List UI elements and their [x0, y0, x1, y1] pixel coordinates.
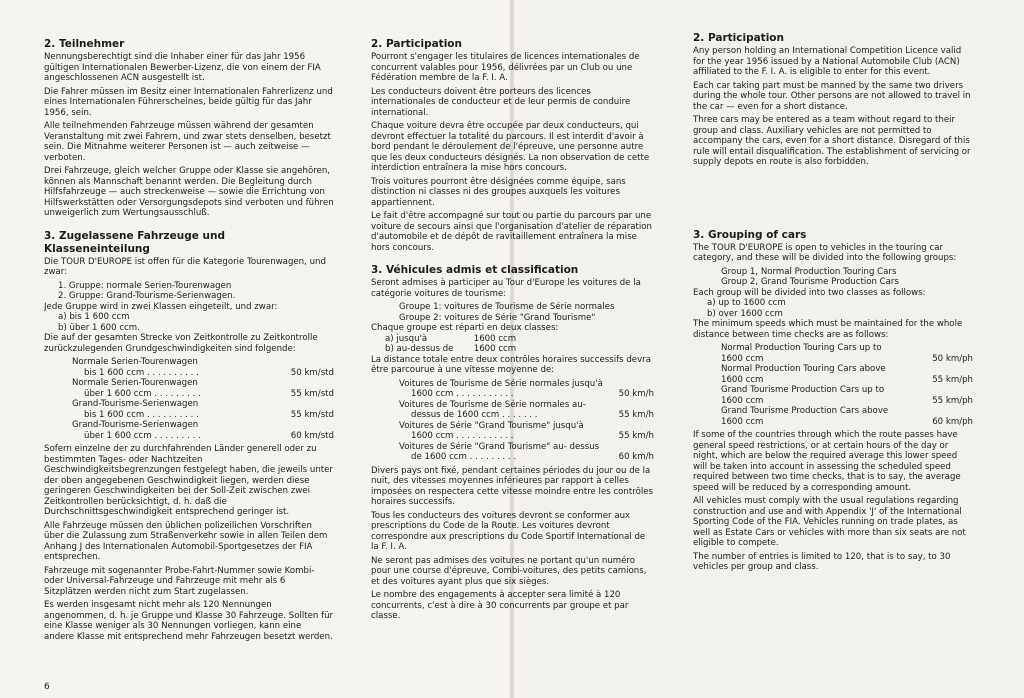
- fr-s2-paragraph-3: Chaque voiture devra être occupée par deux conducteurs, qui devront effectuer la totalité du parcours. Il est interdit d'avoir à bord pendant le déroulement de l'épreuve, une personne autre que les deux conducteurs désignés. La non observation de cette interdiction entraînera la mise hors concours.: [371, 121, 650, 173]
- fr-speed-label-3: Voitures de Série "Grand Tourisme" jusqu'à: [399, 420, 584, 431]
- fr-s3-paragraph-5: Tous les conducteurs des voitures devront se conformer aux prescriptions du Code de la Route. Les voitures devront correspondre aux prescriptions du Code Sportif International de la F. I. A.: [371, 510, 646, 552]
- fr-speed-row-3: [371, 431, 654, 442]
- en-speed-label-3: Grand Tourisme Production Cars up to: [721, 385, 885, 395]
- fr-speed-value-3: 55 km/h: [618, 431, 654, 441]
- en-speed-label-4: Grand Tourisme Production Cars above: [721, 406, 889, 416]
- en-speed-value-4: 60 km/ph: [932, 416, 973, 427]
- en-speed-row-1: [693, 354, 973, 365]
- de-speed-sub-1: bis 1 600 ccm . . . . . . . . . .: [84, 367, 199, 378]
- de-speed-value-1: 50 km/std: [290, 367, 334, 378]
- en-section-2-heading: 2. Participation: [693, 32, 784, 44]
- en-speed-value-1: 50 km/ph: [932, 353, 973, 364]
- de-speed-sub-3: bis 1 600 ccm . . . . . . . . . .: [84, 409, 199, 420]
- fr-speed-label-2: Voitures de Tourisme de Série normales au-: [399, 399, 586, 410]
- fr-s3-paragraph-6: Ne seront pas admises des voitures ne portant qu'un numéro pour une course d'épreuve, Combi-voitures, des petits camions, et des voitures ayant plus que six sièges.: [371, 555, 647, 587]
- en-s2-paragraph-3: Three cars may be entered as a team without regard to their group and class. Auxiliary vehicles are not permitted to accompany the cars, even for a short distance. Disregard of this rule will entail disqualification. The establishment of servicing or supply depots en route is also forbidden.: [693, 115, 971, 167]
- fr-section-3-heading: 3. Véhicules admis et classification: [371, 264, 579, 276]
- en-speed-sub-1: 1600 ccm: [721, 353, 764, 364]
- fr-s2-paragraph-2: Les conducteurs doivent être porteurs des licences internationales de conducteur et de leur permis de conduire international.: [371, 86, 631, 118]
- en-s3-paragraph-3: The minimum speeds which must be maintained for the whole distance between time checks are as follows:: [693, 319, 963, 340]
- fr-speed-value-1: 50 km/h: [618, 389, 654, 399]
- de-s3-paragraph-2: Jede Gruppe wird in zwei Klassen eingeteilt, und zwar:: [44, 301, 278, 312]
- fr-speed-sub-1: 1600 ccm . . . . . . . . . . .: [411, 389, 514, 399]
- en-class-a: a) up to 1600 ccm: [707, 298, 786, 308]
- en-s2-paragraph-1: Any person holding an International Competition Licence valid for the year 1956 issued by a National Automobile Club (ACN) affiliated to the F. I. A. is eligible to enter for this event.: [693, 46, 962, 77]
- de-speed-value-3: 55 km/std: [290, 409, 334, 420]
- fr-class-b: [371, 344, 654, 355]
- de-section-2-heading: 2. Teilnehmer: [44, 38, 125, 50]
- en-speed-sub-2: 1600 ccm: [721, 374, 764, 385]
- de-class-b: b) über 1 600 ccm.: [58, 322, 140, 333]
- english-column: [693, 32, 973, 682]
- fr-s3-paragraph-4: Divers pays ont fixé, pendant certaines périodes du jour ou de la nuit, des vitesses moyennes inférieures par rapport à celles imposées on respectera cette vitesse moindre entre les contrôles horaires successifs.: [371, 465, 653, 507]
- de-s2-paragraph-4: Drei Fahrzeuge, gleich welcher Gruppe oder Klasse sie angehören, können als Mannschaft benannt werden. Die Begleitung durch Hilfsfahrzeuge — auch streckenweise — sowie die Errichtung von Hilfswerkstätten oder Versorgungsdepots sind verboten und führen unweigerlich zum Wertungsausschluß.: [44, 166, 334, 218]
- en-class-b: b) over 1600 ccm: [707, 308, 783, 319]
- en-speed-row-4: [693, 417, 973, 428]
- fr-s2-paragraph-5: Le fait d'être accompagné sur tout ou partie du parcours par une voiture de secours ainsi que l'organisation d'atelier de réparation d'automobile et de dépôt de ravitaillement entraînera la mise hors concours.: [371, 211, 652, 253]
- en-group-1: Group 1, Normal Production Touring Cars: [721, 266, 897, 277]
- en-speed-sub-3: 1600 ccm: [721, 395, 764, 406]
- fr-speed-row-1: [371, 389, 654, 400]
- en-speed-value-2: 55 km/ph: [932, 374, 973, 385]
- fr-speed-value-4: 60 km/h: [618, 452, 654, 462]
- fr-speed-sub-3: 1600 ccm . . . . . . . . . . .: [411, 431, 514, 441]
- fr-speed-row-4: [371, 452, 654, 463]
- de-speed-label-1: Normale Serien-Tourenwagen: [72, 357, 198, 367]
- en-speed-label-1: Normal Production Touring Cars up to: [721, 343, 882, 353]
- de-speed-sub-4: über 1 600 ccm . . . . . . . . .: [84, 430, 201, 441]
- de-s3-paragraph-6: Fahrzeuge mit sogenannter Probe-Fahrt-Nummer sowie Kombi- oder Universal-Fahrzeuge und Fahrzeuge mit mehr als 6 Sitzplätzen werden nicht zum Start zugelassen.: [44, 565, 315, 597]
- fr-class-a: [371, 334, 654, 345]
- en-s3-paragraph-1: The TOUR D'EUROPE is open to vehicles in the touring car category, and these will be divided into the following groups:: [693, 242, 957, 263]
- fr-group-2: Groupe 2: voitures de Série "Grand Tourisme": [399, 312, 596, 323]
- de-speed-value-2: 55 km/std: [290, 388, 334, 399]
- en-speed-value-3: 55 km/ph: [932, 395, 973, 406]
- fr-speed-sub-2: dessus de 1600 ccm . . . . . . .: [411, 410, 538, 420]
- fr-class-b-label: b) au-dessus de: [385, 344, 454, 354]
- fr-speed-row-2: [371, 410, 654, 421]
- en-speed-sub-4: 1600 ccm: [721, 416, 764, 427]
- fr-s2-paragraph-4: Trois voitures pourront être désignées comme équipe, sans distinction ni classes ni des groupes auxquels les voitures appartiennent.: [371, 176, 626, 208]
- de-s3-paragraph-5: Alle Fahrzeuge müssen den üblichen polizeilichen Vorschriften über die Zulassung zum Straßenverkehr sowie in allen Teilen dem Anhang J des Internationalen Automobil-Sportgesetzes der FIA entsprechen.: [44, 520, 328, 562]
- de-class-a: a) bis 1 600 ccm: [58, 312, 130, 322]
- de-speed-sub-2: über 1 600 ccm . . . . . . . . .: [84, 388, 201, 399]
- de-s3-paragraph-7: Es werden insgesamt nicht mehr als 120 Nennungen angenommen, d. h. je Gruppe und Klasse 30 Fahrzeuge. Sollten für eine Klasse weniger als 30 Nennungen vorliegen, kann eine andere Klasse mit entsprechend mehr Fahrzeugen besetzt werden.: [44, 600, 334, 642]
- fr-speed-sub-4: de 1600 ccm . . . . . . . . .: [411, 452, 517, 462]
- french-column: [371, 38, 654, 678]
- fr-s3-paragraph-7: Le nombre des engagements à accepter sera limité à 120 concurrents, c'est à dire à 30 concurrents par groupe et par classe.: [371, 590, 629, 621]
- en-s3-paragraph-5: All vehicles must comply with the usual regulations regarding construction and use and with Appendix 'J' of the International Sporting Code of the FIA. Vehicles running on trade plates, as well as Estate Cars or vehicles with more than six seats are not eligible to compete.: [693, 496, 966, 548]
- german-column: [44, 38, 334, 678]
- de-speed-row-2: [44, 389, 334, 400]
- de-speed-label-2: Normale Serien-Tourenwagen: [72, 378, 198, 388]
- de-speed-value-4: 60 km/std: [290, 430, 334, 441]
- en-speed-label-2: Normal Production Touring Cars above: [721, 364, 886, 374]
- en-s3-paragraph-6: The number of entries is limited to 120, that is to say, to 30 vehicles per group and class.: [693, 551, 951, 572]
- fr-class-b-value: 1600 ccm: [473, 344, 517, 354]
- de-s2-paragraph-1: Nennungsberechtigt sind die Inhaber einer für das Jahr 1956 gültigen Internationalen Bewerber-Lizenz, die von einem der FIA angeschlossenen ACN ausgestellt ist.: [44, 52, 321, 83]
- de-speed-row-4: [44, 431, 334, 442]
- de-group-2: 2. Gruppe: Grand-Tourisme-Serienwagen.: [58, 291, 236, 301]
- de-speed-row-1: [44, 368, 334, 379]
- fr-speed-label-1: Voitures de Tourisme de Série normales jusqu'à: [399, 378, 603, 389]
- fr-group-1: Groupe 1: voitures de Tourisme de Série normales: [399, 302, 615, 312]
- fr-section-2-heading: 2. Participation: [371, 38, 462, 50]
- de-group-1: 1. Gruppe: normale Serien-Tourenwagen: [58, 280, 232, 291]
- en-s3-paragraph-4: If some of the countries through which the route passes have general speed restrictions, or at certain hours of the day or night, which are below the required average this lower speed will be taken into account in assessing the scheduled speed required between two time checks, that is to say, the average speed will be reduced by a corresponding amount.: [693, 430, 961, 493]
- fr-class-a-label: a) jusqu'à: [385, 333, 428, 344]
- fr-s3-paragraph-2: Chaque groupe est réparti en deux classes:: [371, 323, 559, 333]
- en-s3-paragraph-2: Each group will be divided into two classes as follows:: [693, 287, 926, 298]
- de-speed-label-4: Grand-Tourisme-Serienwagen: [72, 420, 199, 430]
- fr-speed-label-4: Voitures de Série "Grand Tourisme" au- dessus: [399, 441, 600, 452]
- de-s3-paragraph-3: Die auf der gesamten Strecke von Zeitkontrolle zu Zeitkontrolle zurückzulegenden Grundgeschwindigkeiten sind folgende:: [44, 333, 318, 354]
- de-s3-paragraph-1: Die TOUR D'EUROPE ist offen für die Kategorie Tourenwagen, und zwar:: [44, 256, 326, 277]
- fr-s3-paragraph-1: Seront admises à participer au Tour d'Europe les voitures de la catégorie voitures de tourisme:: [371, 278, 641, 299]
- fr-speed-value-2: 55 km/h: [618, 410, 654, 420]
- en-speed-row-3: [693, 396, 973, 407]
- en-group-2: Group 2, Grand Tourisme Production Cars: [721, 277, 899, 287]
- fr-s2-paragraph-1: Pourront s'engager les titulaires de licences internationales de concurrent valables pour 1956, délivrées par un Club ou une Fédération membre de la F. I. A.: [371, 52, 640, 83]
- de-speed-label-3: Grand-Tourisme-Serienwagen: [72, 399, 199, 409]
- de-section-3-heading: 3. Zugelassene Fahrzeuge und Klasseneinteilung: [44, 229, 225, 255]
- de-s2-paragraph-2: Die Fahrer müssen im Besitz einer Internationalen Fahrerlizenz und eines Internationalen Führerscheines, beide gültig für das Jahr 1956, sein.: [44, 86, 333, 118]
- de-s3-paragraph-4: Sofern einzelne der zu durchfahrenden Länder generell oder zu bestimmten Tages- oder Nachtzeiten Geschwindigkeitsbegrenzungen festgelegt haben, die jeweils unter der oben angegebenen Geschwindigkeit liegen, werden diese geringeren Geschwindigkeiten bei der Soll-Zeit zwischen zwei Zeitkontrollen berücksichtigt, d. h. daß die Durchschnittsgeschwindigkeit entsprechend geringer ist.: [44, 444, 333, 517]
- fr-class-a-value: 1600 ccm: [473, 333, 517, 344]
- de-s2-paragraph-3: Alle teilnehmenden Fahrzeuge müssen während der gesamten Veranstaltung mit zwei Fahrern, und zwar stets denselben, besetzt sein. Die Mitnahme weiterer Personen ist — auch zeitweise — verboten.: [44, 121, 331, 163]
- en-section-3-heading: 3. Grouping of cars: [693, 228, 807, 241]
- en-s2-paragraph-2: Each car taking part must be manned by the same two drivers during the whole tour. Other persons are not allowed to travel in the car — even for a short distance.: [693, 80, 971, 112]
- en-speed-row-2: [693, 375, 973, 386]
- de-speed-row-3: [44, 410, 334, 421]
- fr-s3-paragraph-3: La distance totale entre deux contrôles horaires successifs devra être parcourue à une vitesse moyenne de:: [371, 354, 651, 375]
- page-number: 6: [44, 682, 50, 692]
